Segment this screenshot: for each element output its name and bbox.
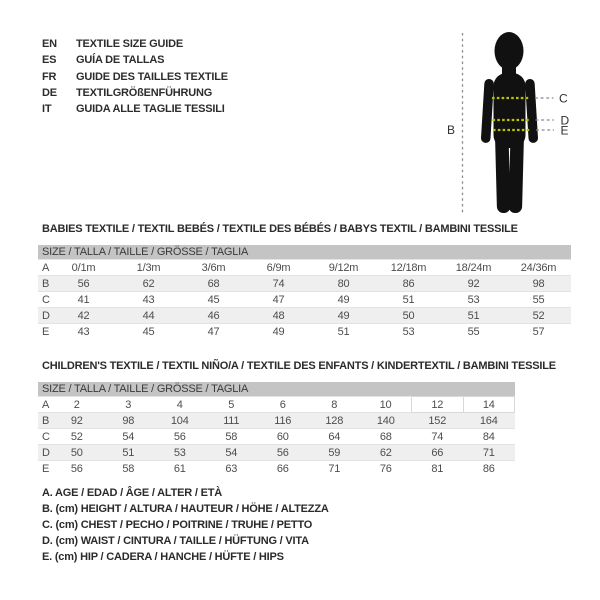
- size-value-cell: 76: [360, 461, 412, 477]
- size-value-cell: 49: [311, 292, 376, 308]
- child-measurement-figure: [440, 15, 580, 225]
- size-value-cell: 2: [51, 397, 103, 413]
- size-header-label: SIZE / TALLA / TAILLE / GRÖSSE / TAGLIA: [38, 245, 571, 260]
- table-row-d: [38, 308, 571, 324]
- size-header-bar: [38, 245, 571, 260]
- size-value-cell: 71: [463, 445, 515, 461]
- language-code: FR: [42, 70, 57, 83]
- size-value-cell: 18/24m: [441, 260, 506, 276]
- size-value-cell: 14: [463, 397, 515, 413]
- size-value-cell: 66: [412, 445, 464, 461]
- size-value-cell: 58: [206, 429, 258, 445]
- size-value-cell: 12: [412, 397, 464, 413]
- table-row-c: [38, 292, 571, 308]
- legend-entry: A. AGE / EDAD / ÂGE / ALTER / ETÀ: [42, 487, 223, 499]
- size-value-cell: 12/18m: [376, 260, 441, 276]
- babies-table-title: BABIES TEXTILE / TEXTIL BEBÉS / TEXTILE DES BÉBÉS / BABYS TEXTIL / BAMBINI TESSILE: [42, 223, 518, 235]
- size-value-cell: 74: [246, 276, 311, 292]
- size-value-cell: 41: [51, 292, 116, 308]
- size-value-cell: 10: [360, 397, 412, 413]
- size-value-cell: 46: [181, 308, 246, 324]
- size-value-cell: 61: [154, 461, 206, 477]
- babies-table-section: [38, 223, 571, 339]
- size-value-cell: 92: [441, 276, 506, 292]
- row-label: B: [38, 276, 51, 292]
- size-header-label: SIZE / TALLA / TAILLE / GRÖSSE / TAGLIA: [38, 382, 515, 397]
- child-silhouette: [481, 32, 539, 213]
- size-value-cell: 59: [309, 445, 361, 461]
- size-value-cell: 54: [103, 429, 155, 445]
- size-value-cell: 49: [311, 308, 376, 324]
- size-value-cell: 80: [311, 276, 376, 292]
- size-value-cell: 111: [206, 413, 258, 429]
- size-value-cell: 68: [360, 429, 412, 445]
- size-value-cell: 6: [257, 397, 309, 413]
- size-value-cell: 48: [246, 308, 311, 324]
- size-value-cell: 66: [257, 461, 309, 477]
- size-value-cell: 71: [309, 461, 361, 477]
- language-code: IT: [42, 103, 52, 116]
- size-value-cell: 47: [181, 324, 246, 340]
- size-value-cell: 56: [257, 445, 309, 461]
- row-label: C: [38, 429, 51, 445]
- size-value-cell: 1/3m: [116, 260, 181, 276]
- size-value-cell: 98: [506, 276, 571, 292]
- language-code: EN: [42, 38, 57, 51]
- row-label: D: [38, 308, 51, 324]
- size-value-cell: 9/12m: [311, 260, 376, 276]
- hip-label: E: [560, 123, 569, 138]
- table-row-d: [38, 445, 515, 461]
- row-label: C: [38, 292, 51, 308]
- size-value-cell: 63: [206, 461, 258, 477]
- size-value-cell: 47: [246, 292, 311, 308]
- size-value-cell: 49: [246, 324, 311, 340]
- size-value-cell: 60: [257, 429, 309, 445]
- babies-size-table: [38, 245, 571, 339]
- chest-label: C: [559, 91, 568, 106]
- language-guide-title: GUIDE DES TAILLES TEXTILE: [76, 70, 228, 83]
- size-value-cell: 128: [309, 413, 361, 429]
- language-guide-title: GUIDA ALLE TAGLIE TESSILI: [76, 103, 225, 116]
- language-guide-title: GUÍA DE TALLAS: [76, 54, 165, 67]
- row-label: E: [38, 324, 51, 340]
- size-value-cell: 164: [463, 413, 515, 429]
- table-row-b: [38, 276, 571, 292]
- size-value-cell: 116: [257, 413, 309, 429]
- childrens-size-table: [38, 382, 515, 476]
- size-value-cell: 84: [463, 429, 515, 445]
- size-value-cell: 50: [51, 445, 103, 461]
- measurement-diagram: [440, 15, 580, 225]
- size-value-cell: 42: [51, 308, 116, 324]
- row-label: D: [38, 445, 51, 461]
- row-label: A: [38, 260, 51, 276]
- size-value-cell: 8: [309, 397, 361, 413]
- size-value-cell: 45: [181, 292, 246, 308]
- size-value-cell: 86: [463, 461, 515, 477]
- size-value-cell: 3: [103, 397, 155, 413]
- size-value-cell: 55: [441, 324, 506, 340]
- childrens-table-section: [38, 360, 556, 476]
- row-label: A: [38, 397, 51, 413]
- legend-entry: C. (cm) CHEST / PECHO / POITRINE / TRUHE / PETTO: [42, 519, 313, 531]
- size-value-cell: 0/1m: [51, 260, 116, 276]
- language-row-en: [42, 36, 228, 52]
- language-row-fr: [42, 69, 228, 85]
- table-row-a: [38, 397, 515, 413]
- size-value-cell: 58: [103, 461, 155, 477]
- language-title-list: [42, 36, 228, 117]
- size-value-cell: 104: [154, 413, 206, 429]
- legend-entry: D. (cm) WAIST / CINTURA / TAILLE / HÜFTUNG / VITA: [42, 535, 309, 547]
- size-value-cell: 51: [103, 445, 155, 461]
- size-value-cell: 92: [51, 413, 103, 429]
- size-value-cell: 56: [51, 276, 116, 292]
- size-value-cell: 6/9m: [246, 260, 311, 276]
- row-label: B: [38, 413, 51, 429]
- size-value-cell: 140: [360, 413, 412, 429]
- size-value-cell: 56: [51, 461, 103, 477]
- size-value-cell: 64: [309, 429, 361, 445]
- size-value-cell: 68: [181, 276, 246, 292]
- size-value-cell: 57: [506, 324, 571, 340]
- table-row-c: [38, 429, 515, 445]
- size-value-cell: 24/36m: [506, 260, 571, 276]
- size-value-cell: 62: [360, 445, 412, 461]
- size-value-cell: 74: [412, 429, 464, 445]
- table-row-a: [38, 260, 571, 276]
- size-value-cell: 53: [376, 324, 441, 340]
- language-code: ES: [42, 54, 57, 67]
- language-row-de: [42, 85, 228, 101]
- height-label: B: [447, 123, 455, 137]
- childrens-table-title: CHILDREN'S TEXTILE / TEXTIL NIÑO/A / TEXTILE DES ENFANTS / KINDERTEXTIL / BAMBINI TESSILE: [42, 360, 556, 372]
- size-value-cell: 43: [116, 292, 181, 308]
- language-row-es: [42, 52, 228, 68]
- size-value-cell: 98: [103, 413, 155, 429]
- size-value-cell: 62: [116, 276, 181, 292]
- legend-entry: B. (cm) HEIGHT / ALTURA / HAUTEUR / HÖHE / ALTEZZA: [42, 503, 329, 515]
- size-value-cell: 51: [441, 308, 506, 324]
- size-value-cell: 56: [154, 429, 206, 445]
- table-row-e: [38, 461, 515, 477]
- size-value-cell: 52: [51, 429, 103, 445]
- size-value-cell: 44: [116, 308, 181, 324]
- table-row-e: [38, 324, 571, 340]
- language-code: DE: [42, 87, 57, 100]
- size-value-cell: 43: [51, 324, 116, 340]
- language-guide-title: TEXTILGRÖßENFÜHRUNG: [76, 87, 213, 100]
- size-value-cell: 50: [376, 308, 441, 324]
- table-row-b: [38, 413, 515, 429]
- size-value-cell: 54: [206, 445, 258, 461]
- row-label: E: [38, 461, 51, 477]
- size-value-cell: 152: [412, 413, 464, 429]
- size-value-cell: 45: [116, 324, 181, 340]
- size-value-cell: 51: [376, 292, 441, 308]
- size-header-bar: [38, 382, 515, 397]
- legend-entry: E. (cm) HIP / CADERA / HANCHE / HÜFTE / HIPS: [42, 551, 284, 563]
- size-value-cell: 3/6m: [181, 260, 246, 276]
- size-value-cell: 53: [441, 292, 506, 308]
- size-value-cell: 86: [376, 276, 441, 292]
- language-guide-title: TEXTILE SIZE GUIDE: [76, 38, 184, 51]
- language-row-it: [42, 101, 228, 117]
- size-value-cell: 81: [412, 461, 464, 477]
- size-value-cell: 52: [506, 308, 571, 324]
- measurement-legend: [42, 485, 329, 565]
- size-value-cell: 53: [154, 445, 206, 461]
- size-value-cell: 5: [206, 397, 258, 413]
- size-value-cell: 51: [311, 324, 376, 340]
- size-value-cell: 55: [506, 292, 571, 308]
- size-value-cell: 4: [154, 397, 206, 413]
- waist-label: D: [560, 113, 569, 128]
